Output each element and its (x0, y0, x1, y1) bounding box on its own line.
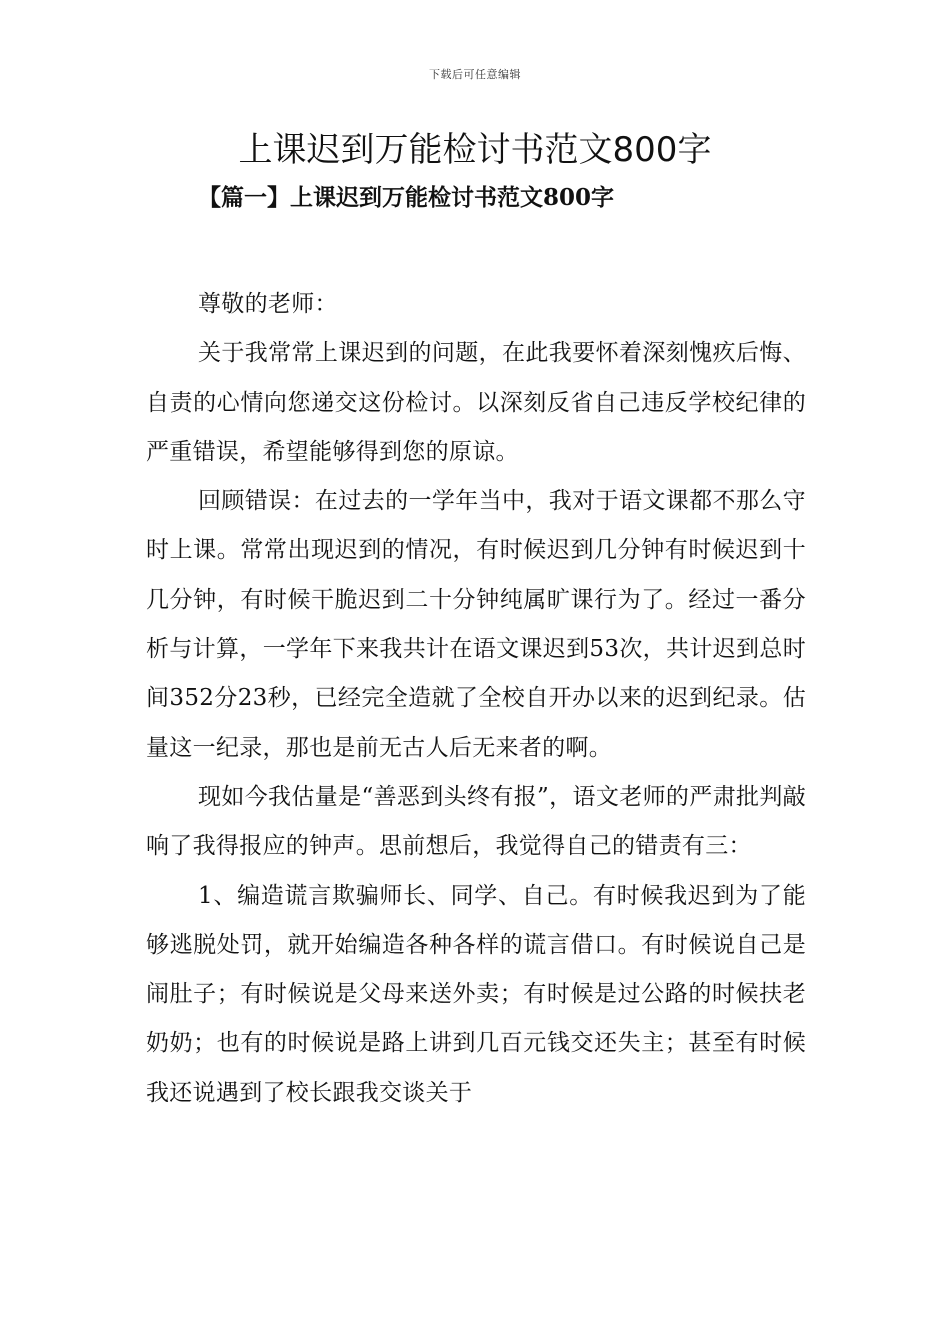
body-paragraph: 回顾错误：在过去的一学年当中，我对于语文课都不那么守时上课。常常出现迟到的情况，有时候迟到几分钟有时候迟到十几分钟，有时候干脆迟到二十分钟纯属旷课行为了。经过一番分析与计算，一学年下来我共计在语文课迟到53次，共计迟到总时间352分23秒，已经完全造就了全校自开办以来的迟到纪录。估量这一纪录，那也是前无古人后无来者的啊。 (146, 488, 806, 761)
salutation: 尊敬的老师： (198, 291, 338, 317)
body-paragraph: 关于我常常上课迟到的问题，在此我要怀着深刻愧疚后悔、自责的心情向您递交这份检讨。以深刻反省自己违反学校纪律的严重错误，希望能够得到您的原谅。 (146, 340, 806, 465)
header-note: 下载后可任意编辑 (429, 68, 521, 81)
section-subtitle: 【篇一】上课迟到万能检讨书范文800字 (198, 184, 615, 211)
document-title: 上课迟到万能检讨书范文800字 (238, 130, 712, 170)
body-paragraph: 现如今我估量是“善恶到头终有报”，语文老师的严肃批判敲响了我得报应的钟声。思前想后，我觉得自己的错责有三： (146, 783, 806, 860)
body-paragraph: 1、编造谎言欺骗师长、同学、自己。有时候我迟到为了能够逃脱处罚，就开始编造各种各样的谎言借口。有时候说自己是闹肚子；有时候说是父母来送外卖；有时候是过公路的时候扶老奶奶；也有的时候说是路上讲到几百元钱交还失主；甚至有时候我还说遇到了校长跟我交谈关于 (146, 882, 806, 1106)
document-body (146, 280, 806, 1118)
